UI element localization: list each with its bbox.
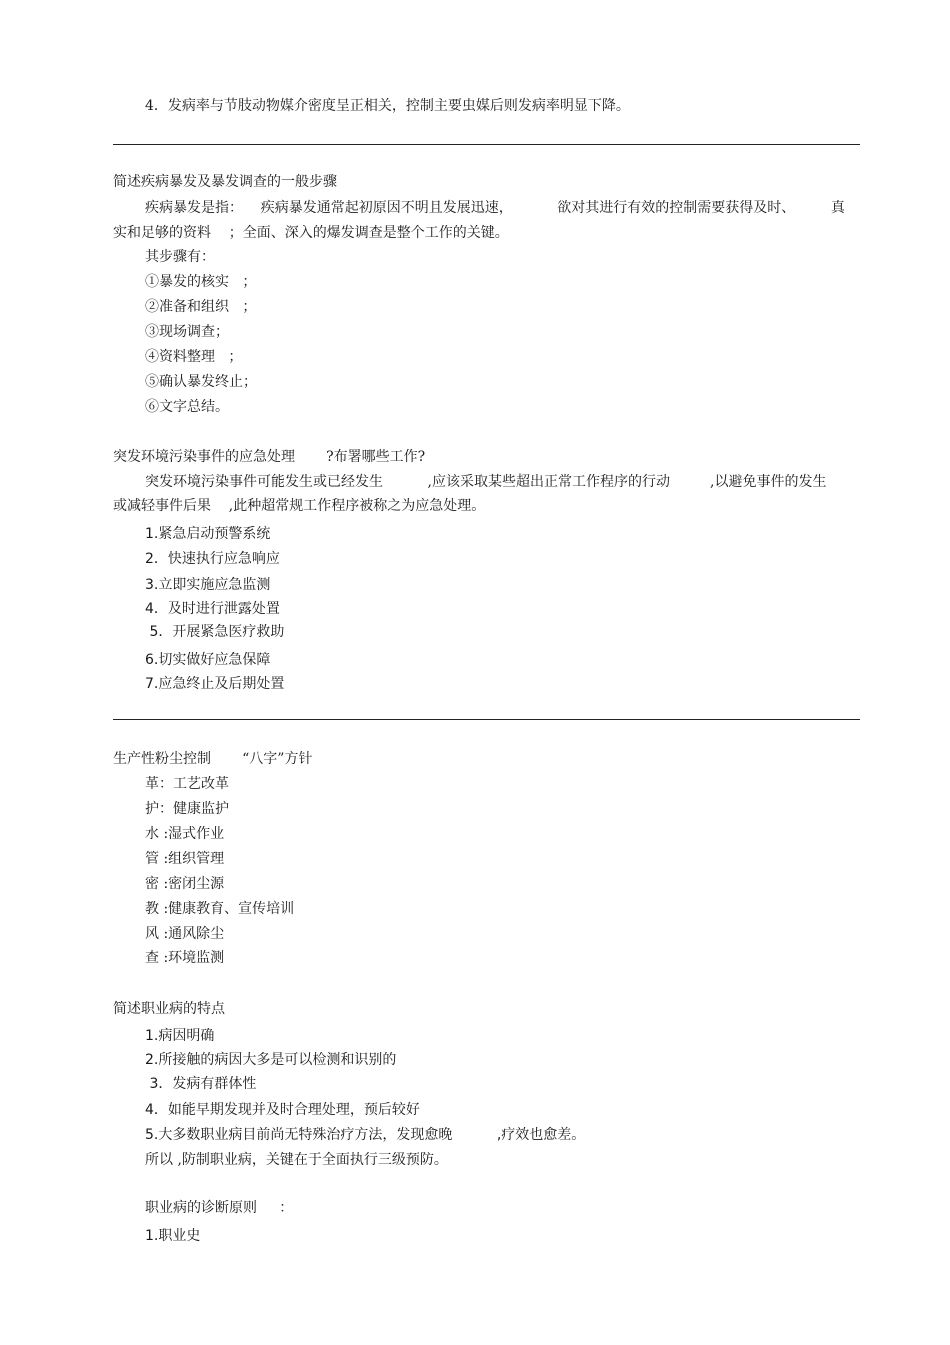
outbreak-step: ③现场调查； (145, 324, 229, 340)
occupational-conclusion: 所以 ,防制职业病，关键在于全面执行三级预防。 (145, 1152, 448, 1168)
heading-diagnosis-principles: 职业病的诊断原则 ： (145, 1200, 294, 1216)
pollution-item: 2．快速执行应急响应 (145, 551, 280, 567)
divider-2 (113, 719, 860, 720)
heading-pollution-emergency: 突发环境污染事件的应急处理 ?布署哪些工作? (113, 449, 426, 465)
pollution-item: 1.紧急启动预警系统 (145, 526, 271, 542)
outbreak-step: ①暴发的核实 ； (145, 274, 257, 290)
pollution-item: 6.切实做好应急保障 (145, 652, 271, 668)
outbreak-definition-line-2: 实和足够的资料 ；全面、深入的爆发调查是整个工作的关键。 (113, 225, 509, 241)
outbreak-definition-line-1: 疾病暴发是指： 疾病暴发通常起初原因不明且发展迅速， 欲对其进行有效的控制需要获得及时、 真 (145, 200, 845, 216)
heading-occupational-disease: 简述职业病的特点 (113, 1001, 225, 1017)
occupational-item: 2.所接触的病因大多是可以检测和识别的 (145, 1052, 397, 1068)
dust-item: 密 :密闭尘源 (145, 876, 225, 892)
divider-1 (113, 144, 860, 145)
occupational-item: 3．发病有群体性 (145, 1076, 257, 1092)
outbreak-step: ⑤确认暴发终止； (145, 374, 257, 390)
outbreak-step: ④资料整理 ； (145, 349, 243, 365)
pollution-definition-line-2: 或减轻事件后果 ,此种超常规工作程序被称之为应急处理。 (113, 498, 486, 514)
pollution-definition-line-1: 突发环境污染事件可能发生或已经发生 ,应该采取某些超出正常工作程序的行动 ,以避免事件的发生 (145, 474, 827, 490)
occupational-item: 4．如能早期发现并及时合理处理，预后较好 (145, 1102, 420, 1118)
diagnosis-item: 1.职业史 (145, 1228, 201, 1244)
occupational-item: 5.大多数职业病目前尚无特殊治疗方法，发现愈晚 ,疗效也愈差。 (145, 1127, 586, 1143)
heading-dust-control: 生产性粉尘控制 “八字”方针 (113, 751, 313, 767)
occupational-item: 1.病因明确 (145, 1028, 215, 1044)
pollution-item: 4．及时进行泄露处置 (145, 601, 280, 617)
pollution-item: 7.应急终止及后期处置 (145, 676, 285, 692)
dust-item: 教 :健康教育、宣传培训 (145, 901, 295, 917)
item-4-vector-density: 4．发病率与节肢动物媒介密度呈正相关，控制主要虫媒后则发病率明显下降。 (145, 98, 630, 114)
outbreak-steps-intro: 其步骤有： (145, 249, 215, 265)
pollution-item: 3.立即实施应急监测 (145, 577, 271, 593)
dust-item: 管 :组织管理 (145, 851, 225, 867)
heading-outbreak: 简述疾病暴发及暴发调查的一般步骤 (113, 174, 337, 190)
dust-item: 护：健康监护 (145, 801, 229, 817)
dust-item: 查 :环境监测 (145, 950, 225, 966)
outbreak-step: ②准备和组织 ； (145, 299, 257, 315)
dust-item: 革：工艺改革 (145, 776, 229, 792)
outbreak-step: ⑥文字总结。 (145, 399, 229, 415)
pollution-item: 5．开展紧急医疗救助 (145, 624, 285, 640)
dust-item: 风 :通风除尘 (145, 926, 225, 942)
dust-item: 水 :湿式作业 (145, 826, 225, 842)
